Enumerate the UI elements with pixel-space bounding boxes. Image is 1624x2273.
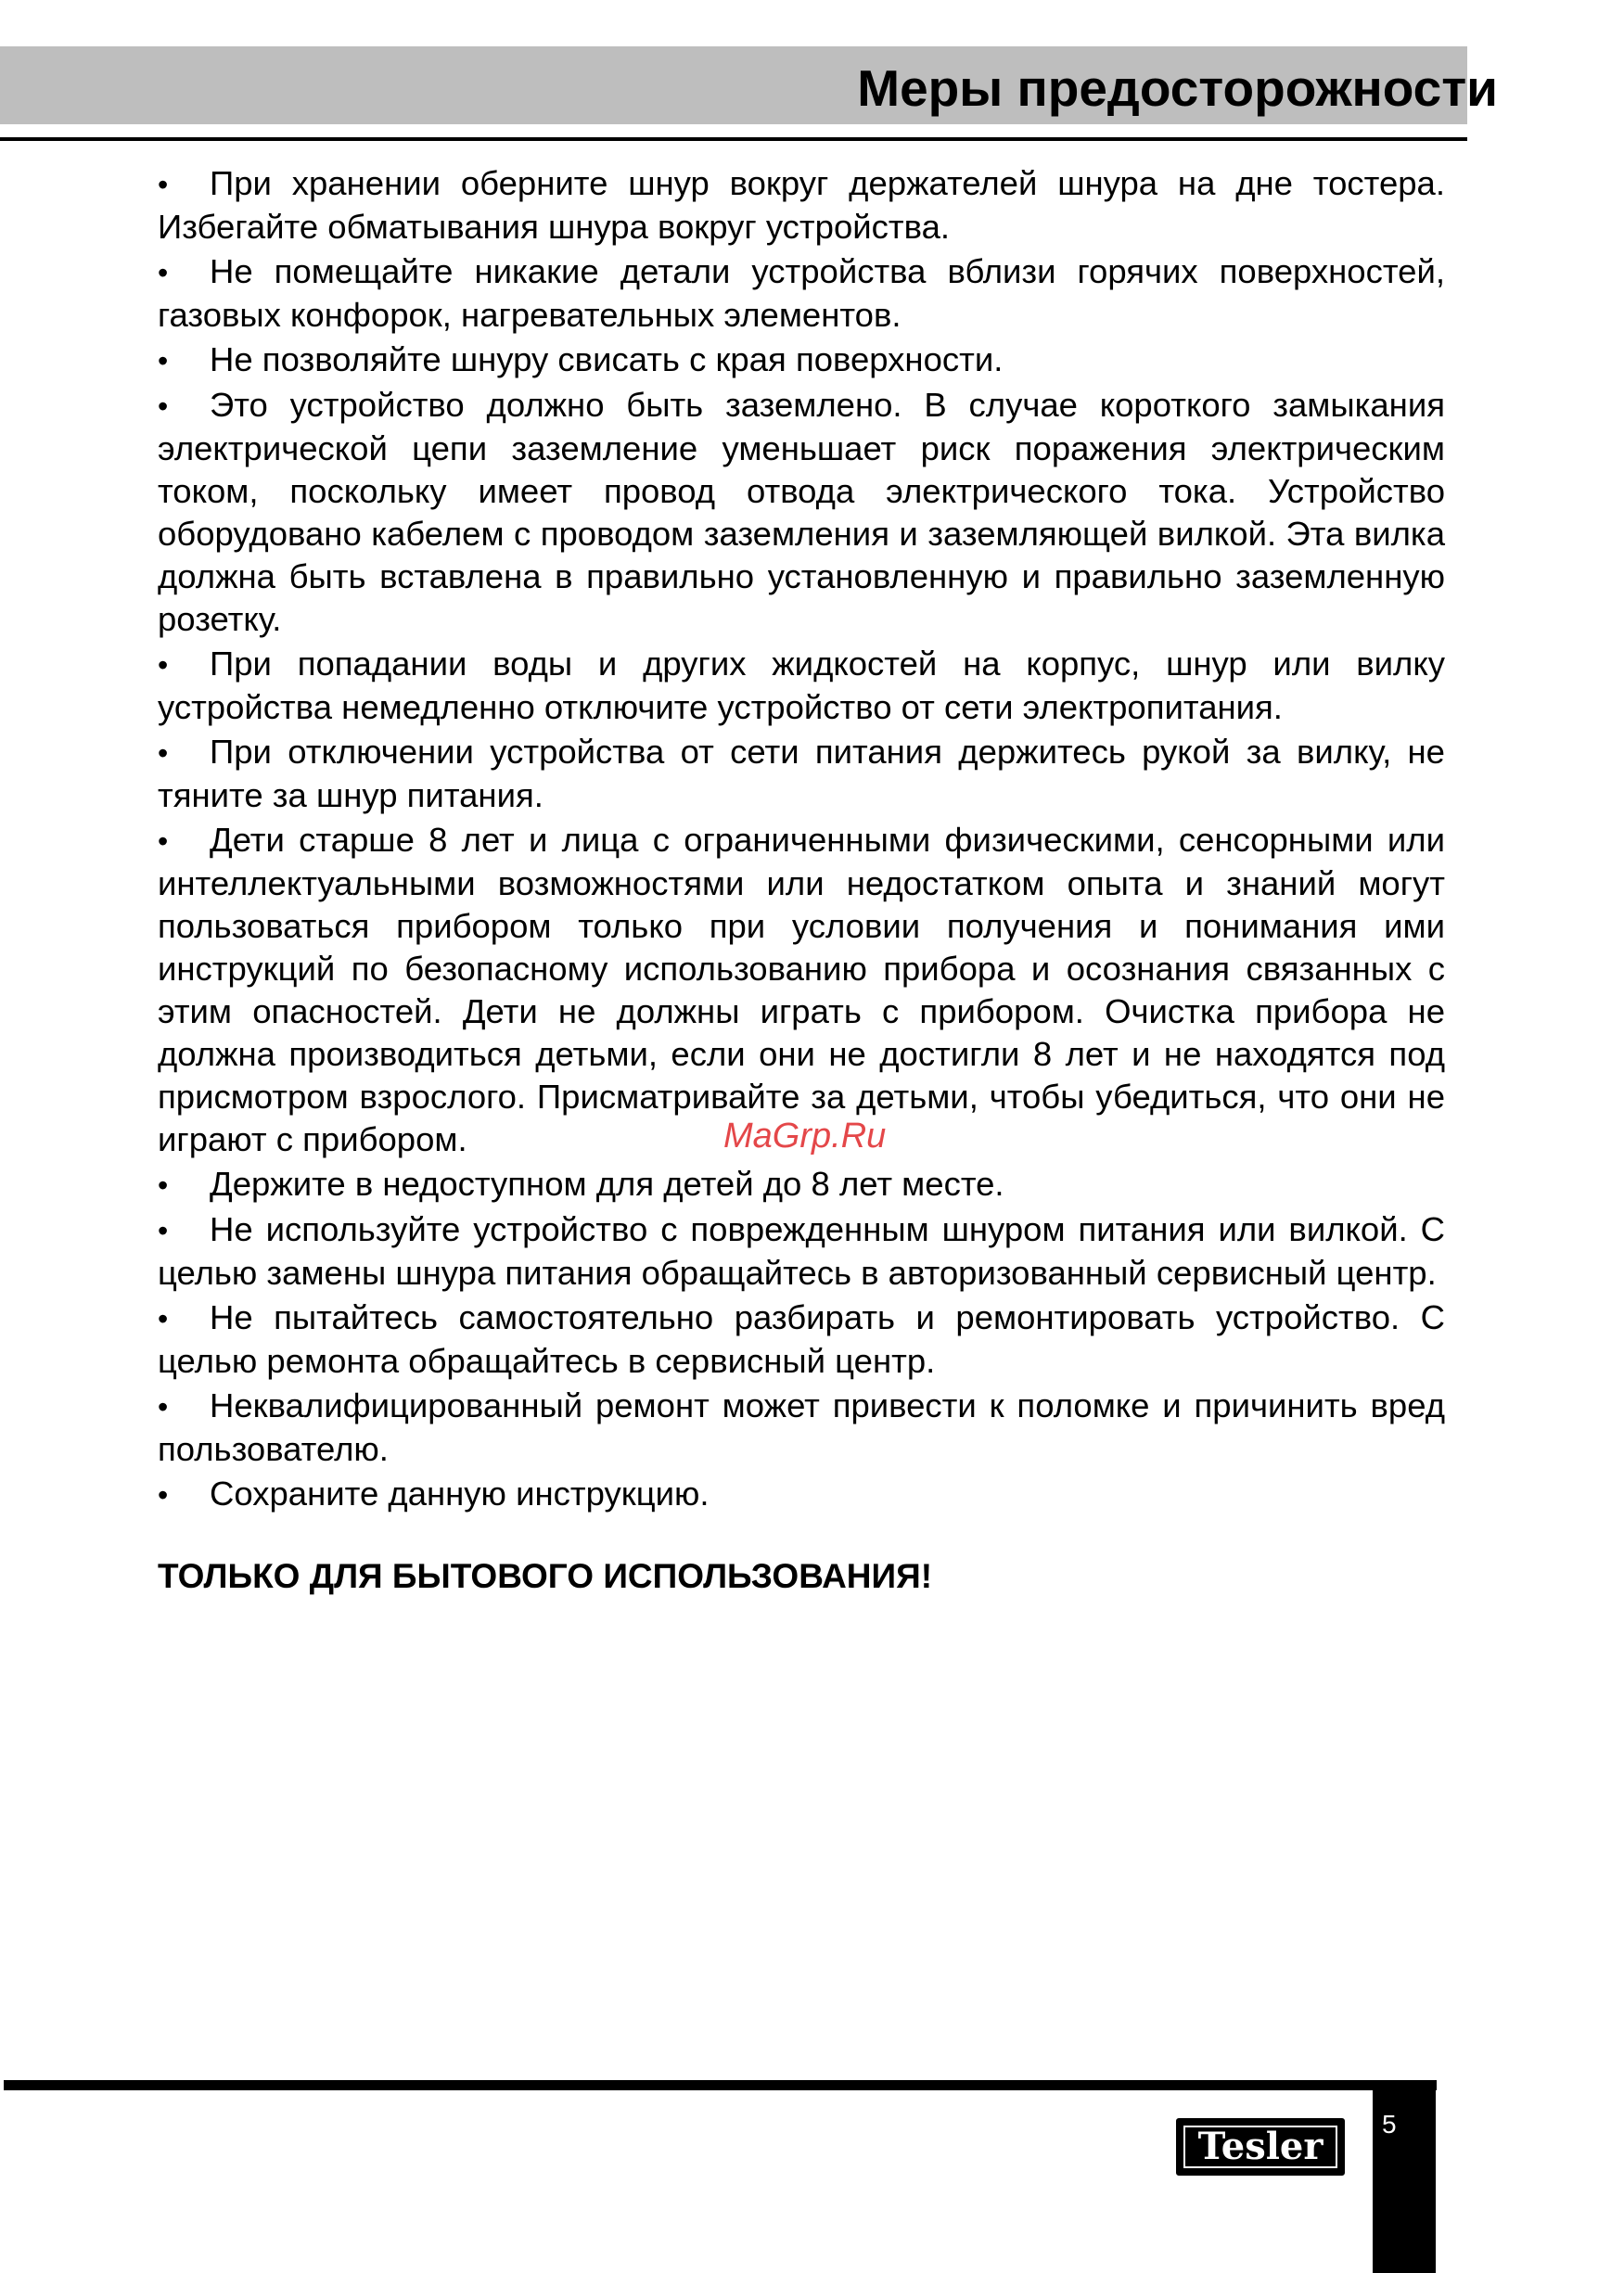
bullet-icon: • bbox=[158, 736, 169, 770]
watermark: MaGrp.Ru bbox=[723, 1117, 887, 1156]
list-item-text: Сохраните данную инструкцию. bbox=[210, 1475, 710, 1513]
bullet-icon: • bbox=[158, 1214, 169, 1247]
bullet-icon: • bbox=[158, 1478, 169, 1512]
list-item-text: При попадании воды и других жидкостей на корпус, шнур или вилку устройства немедленно отключите устройство от сети электропитания. bbox=[158, 645, 1445, 726]
list-item-text: При отключении устройства от сети питания держитесь рукой за вилку, не тяните за шнур питания. bbox=[158, 733, 1445, 814]
list-item-text: Не пытайтесь самостоятельно разбирать и ремонтировать устройство. С целью ремонта обращайтесь в сервисный центр. bbox=[158, 1298, 1445, 1380]
list-item-text: Держите в недоступном для детей до 8 лет месте. bbox=[210, 1165, 1004, 1203]
list-item-text: Не позволяйте шнуру свисать с края поверхности. bbox=[210, 340, 1004, 378]
bullet-icon: • bbox=[158, 389, 169, 423]
bullet-icon: • bbox=[158, 256, 169, 289]
bullet-icon: • bbox=[158, 824, 169, 858]
list-item bbox=[158, 731, 1445, 817]
list-item bbox=[158, 1385, 1445, 1471]
footer-divider bbox=[4, 2080, 1437, 2090]
bullet-icon: • bbox=[158, 1302, 169, 1335]
list-item bbox=[158, 338, 1445, 382]
list-item bbox=[158, 162, 1445, 249]
header-divider bbox=[0, 137, 1467, 141]
list-item-text: Не помещайте никакие детали устройства вблизи горячих поверхностей, газовых конфорок, нагревательных элементов. bbox=[158, 252, 1445, 334]
page-number: 5 bbox=[1382, 2110, 1397, 2139]
household-use-note: ТОЛЬКО ДЛЯ БЫТОВОГО ИСПОЛЬЗОВАНИЯ! bbox=[158, 1557, 933, 1595]
list-item-text: При хранении оберните шнур вокруг держателей шнура на дне тостера. Избегайте обматывания шнура вокруг устройства. bbox=[158, 164, 1445, 246]
tesler-logo bbox=[1176, 2118, 1345, 2176]
bullet-icon: • bbox=[158, 1168, 169, 1202]
page-title: Меры предосторожности bbox=[857, 59, 1498, 117]
list-item bbox=[158, 384, 1445, 641]
list-item bbox=[158, 1296, 1445, 1383]
list-item-text: Дети старше 8 лет и лица с ограниченными физическими, сенсорными или интеллектуальными возможностями или недостатком опыта и знаний могут пользоваться прибором только при условии получения и понимания ими инструкций по безопасному использованию прибора и осознания связанных с этим опасностей. Дети не должны играть с прибором. Очистка прибора не должна производиться детьми, если они не достигли 8 лет и не находятся под присмотром взрослого. Присматривайте за детьми, чтобы убедиться, что они не играют с прибором. bbox=[158, 821, 1445, 1158]
list-item-text: Не используйте устройство с поврежденным шнуром питания или вилкой. С целью замены шнура питания обращайтесь в авторизованный сервисный центр. bbox=[158, 1210, 1445, 1292]
list-item bbox=[158, 1163, 1445, 1207]
logo-text: Tesler bbox=[1197, 2125, 1323, 2168]
logo-frame bbox=[1183, 2126, 1337, 2168]
bullet-icon: • bbox=[158, 344, 169, 377]
bullet-icon: • bbox=[158, 648, 169, 682]
list-item bbox=[158, 643, 1445, 729]
bullet-icon: • bbox=[158, 168, 169, 201]
list-item bbox=[158, 250, 1445, 337]
list-item-text: Неквалифицированный ремонт может привести к поломке и причинить вред пользователю. bbox=[158, 1386, 1445, 1468]
list-item bbox=[158, 1473, 1445, 1516]
list-item-text: Это устройство должно быть заземлено. В случае короткого замыкания электрической цепи заземление уменьшает риск поражения электрическим током, поскольку имеет провод отвода электрического тока. Устройство оборудовано кабелем с проводом заземления и заземляющей вилкой. Эта вилка должна быть вставлена в правильно установленную и правильно заземленную розетку. bbox=[158, 386, 1445, 638]
list-item bbox=[158, 1208, 1445, 1295]
precautions-list bbox=[158, 162, 1445, 1598]
bullet-icon: • bbox=[158, 1390, 169, 1424]
list-item bbox=[158, 819, 1445, 1161]
